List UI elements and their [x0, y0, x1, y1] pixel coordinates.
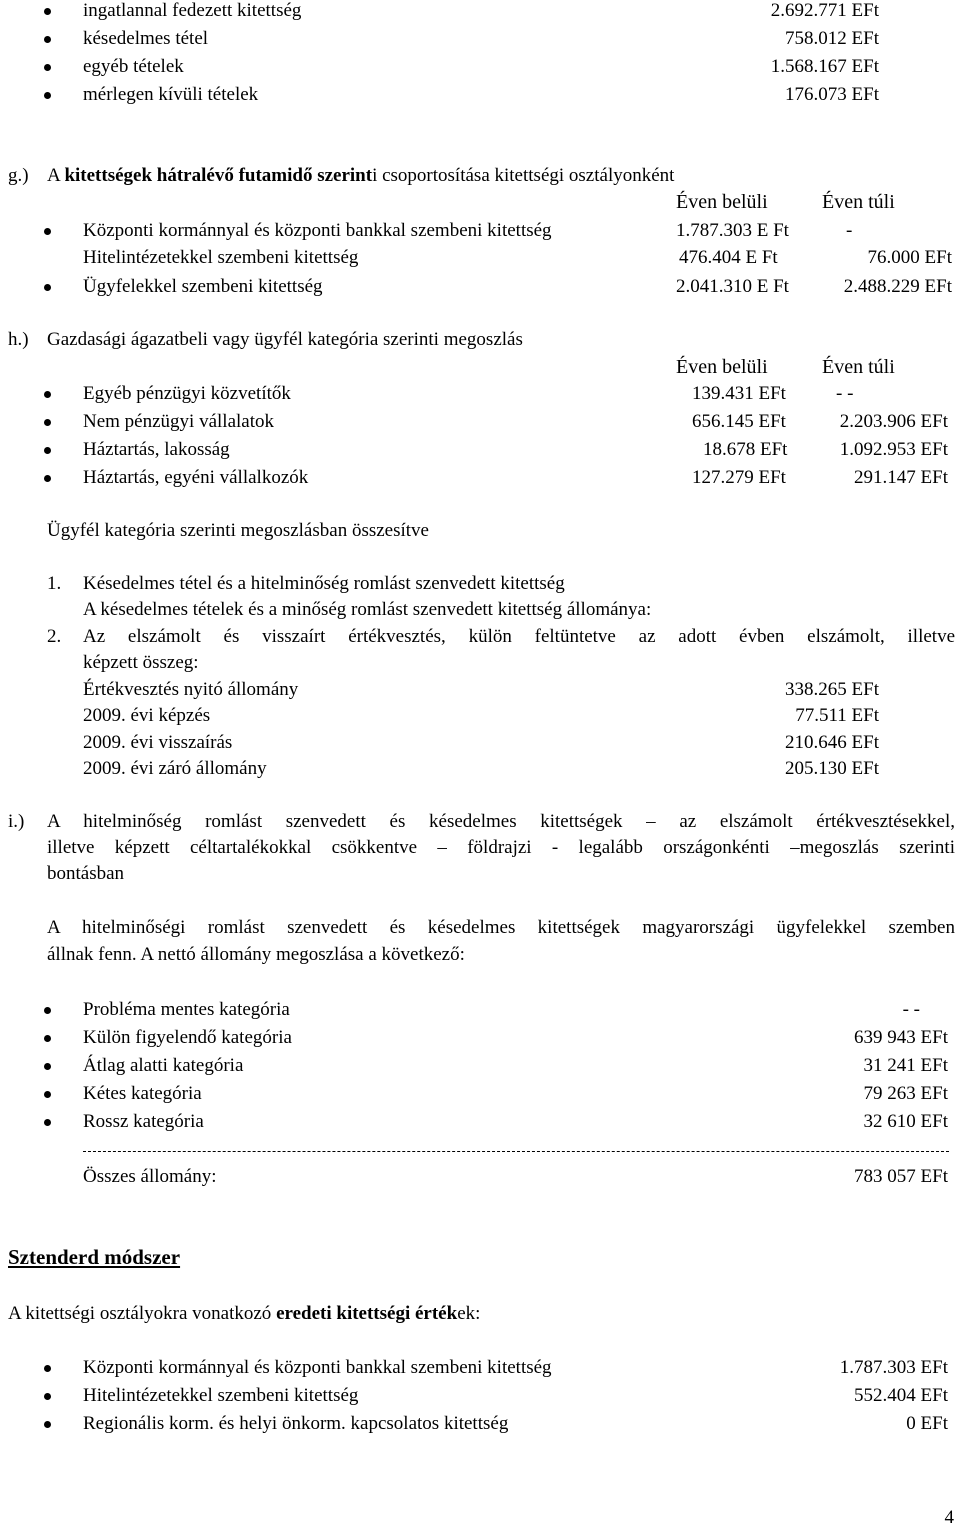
row-value: 291.147 EFt [854, 467, 948, 488]
section-title [47, 163, 674, 189]
column-header: Éven belüli [676, 356, 768, 378]
row-value: 1.787.303 EFt [839, 1357, 948, 1378]
intro-bold-part: eredeti kitettségi érték [276, 1303, 458, 1324]
bullet-icon [44, 1393, 51, 1400]
bullet-icon [44, 1091, 51, 1098]
bullet-icon [44, 36, 51, 43]
intro-part: A kitettségi osztályokra vonatkozó [8, 1303, 277, 1324]
category-value: 31 241 EFt [863, 1055, 948, 1076]
bullet-icon [44, 8, 51, 15]
row-value: - - [836, 383, 854, 404]
item-number: 1. [47, 573, 62, 594]
row-value: 2.041.310 E Ft [676, 276, 789, 297]
category-value: 79 263 EFt [863, 1083, 948, 1104]
category-label: Kétes kategória [83, 1083, 202, 1104]
bullet-icon [44, 92, 51, 99]
row-value: 552.404 EFt [854, 1385, 948, 1406]
intro-text [8, 1301, 480, 1327]
category-value: 639 943 EFt [854, 1027, 948, 1048]
row-label: Központi kormánnyal és központi bankkal szembeni kitettség [83, 220, 552, 241]
section-text: A hitelminőség romlást szenvedett és késedelmes kitettségek – az elszámolt értékvesztésekkel, [47, 811, 955, 832]
impairment-value: 77.511 EFt [795, 705, 879, 726]
intro-part: ek: [457, 1303, 481, 1324]
bullet-icon [44, 228, 51, 235]
row-label: Regionális korm. és helyi önkorm. kapcsolatos kitettség [83, 1413, 509, 1434]
list-item-value: 758.012 EFt [785, 28, 879, 49]
list-item-value: 176.073 EFt [785, 84, 879, 105]
bullet-icon [44, 284, 51, 291]
bullet-icon [44, 1063, 51, 1070]
category-label: Rossz kategória [83, 1111, 204, 1132]
category-value: - - [902, 999, 920, 1020]
bullet-icon [44, 1035, 51, 1042]
item-text: A késedelmes tételek és a minőség romlást szenvedett kitettség állománya: [83, 599, 652, 620]
summary-title: Ügyfél kategória szerinti megoszlásban összesítve [47, 520, 429, 541]
row-value: 656.145 EFt [692, 411, 786, 432]
list-item-value: 1.568.167 EFt [770, 56, 879, 77]
item-text: Késedelmes tétel és a hitelminőség romlást szenvedett kitettség [83, 573, 565, 594]
row-label: Nem pénzügyi vállalatok [83, 411, 274, 432]
row-label: Háztartás, lakosság [83, 439, 230, 460]
section-marker: g.) [8, 165, 29, 186]
section-text: illetve képzett céltartalékokkal csökkentve – földrajzi - legalább országonkénti –megoszlás szerinti [47, 837, 955, 858]
row-label: Egyéb pénzügyi közvetítők [83, 383, 291, 404]
bullet-icon [44, 391, 51, 398]
category-label: Külön figyelendő kategória [83, 1027, 292, 1048]
list-item-label: késedelmes tétel [83, 28, 209, 49]
bullet-icon [44, 419, 51, 426]
row-value: 1.787.303 E Ft [676, 220, 789, 241]
row-value: 476.404 E Ft [679, 247, 778, 268]
total-value: 783 057 EFt [854, 1166, 948, 1187]
bullet-icon [44, 64, 51, 71]
row-value: - [846, 220, 853, 241]
paragraph-text: A hitelminőségi romlást szenvedett és késedelmes kitettségek magyarországi ügyfelekkel szemben [47, 917, 955, 938]
impairment-label: 2009. évi záró állomány [83, 758, 267, 779]
dashed-divider [83, 1151, 949, 1152]
page-number: 4 [944, 1507, 954, 1528]
list-item-label: mérlegen kívüli tételek [83, 84, 259, 105]
bullet-icon [44, 1119, 51, 1126]
category-label: Átlag alatti kategória [83, 1055, 244, 1076]
column-header: Éven belüli [676, 191, 768, 213]
impairment-value: 205.130 EFt [785, 758, 879, 779]
total-label: Összes állomány: [83, 1166, 217, 1187]
row-value: 0 EFt [906, 1413, 948, 1434]
row-value: 1.092.953 EFt [839, 439, 948, 460]
section-title: Gazdasági ágazatbeli vagy ügyfél kategória szerinti megoszlás [47, 329, 523, 350]
list-item-label: ingatlannal fedezett kitettség [83, 0, 302, 21]
bullet-icon [44, 475, 51, 482]
bullet-icon [44, 1007, 51, 1014]
impairment-value: 338.265 EFt [785, 679, 879, 700]
impairment-label: 2009. évi képzés [83, 705, 211, 726]
column-header: Éven túli [822, 356, 895, 378]
row-value: 2.203.906 EFt [839, 411, 948, 432]
section-marker: h.) [8, 329, 29, 350]
list-item-label: egyéb tételek [83, 56, 184, 77]
row-label: Központi kormánnyal és központi bankkal szembeni kitettség [83, 1357, 552, 1378]
row-label: Háztartás, egyéni vállalkozók [83, 467, 309, 488]
title-part: i csoportosítása kitettségi osztályonként [372, 165, 675, 186]
title-bold-part: kitettségek hátralévő futamidő szerint [64, 165, 373, 186]
row-value: 2.488.229 EFt [843, 276, 952, 297]
row-value: 139.431 EFt [692, 383, 786, 404]
section-marker: i.) [8, 811, 25, 832]
item-number: 2. [47, 626, 62, 647]
row-value: 18.678 EFt [703, 439, 788, 460]
impairment-label: 2009. évi visszaírás [83, 732, 233, 753]
bullet-icon [44, 447, 51, 454]
item-text: képzett összeg: [83, 652, 199, 673]
impairment-label: Értékvesztés nyitó állomány [83, 679, 299, 700]
bullet-icon [44, 1421, 51, 1428]
column-header: Éven túli [822, 191, 895, 213]
row-label: Hitelintézetekkel szembeni kitettség [83, 247, 359, 268]
section-text: bontásban [47, 863, 125, 884]
section-heading: Sztenderd módszer [8, 1245, 181, 1269]
impairment-value: 210.646 EFt [785, 732, 879, 753]
row-value: 127.279 EFt [692, 467, 786, 488]
category-value: 32 610 EFt [863, 1111, 948, 1132]
category-label: Probléma mentes kategória [83, 999, 290, 1020]
bullet-icon [44, 1365, 51, 1372]
list-item-value: 2.692.771 EFt [770, 0, 879, 21]
row-label: Hitelintézetekkel szembeni kitettség [83, 1385, 359, 1406]
row-value: 76.000 EFt [867, 247, 952, 268]
title-part: A [47, 165, 65, 186]
row-label: Ügyfelekkel szembeni kitettség [83, 276, 323, 297]
paragraph-text: állnak fenn. A nettó állomány megoszlása a következő: [47, 944, 465, 965]
item-text: Az elszámolt és visszaírt értékvesztés, külön feltüntetve az adott évben elszámolt, illetve [83, 626, 955, 647]
